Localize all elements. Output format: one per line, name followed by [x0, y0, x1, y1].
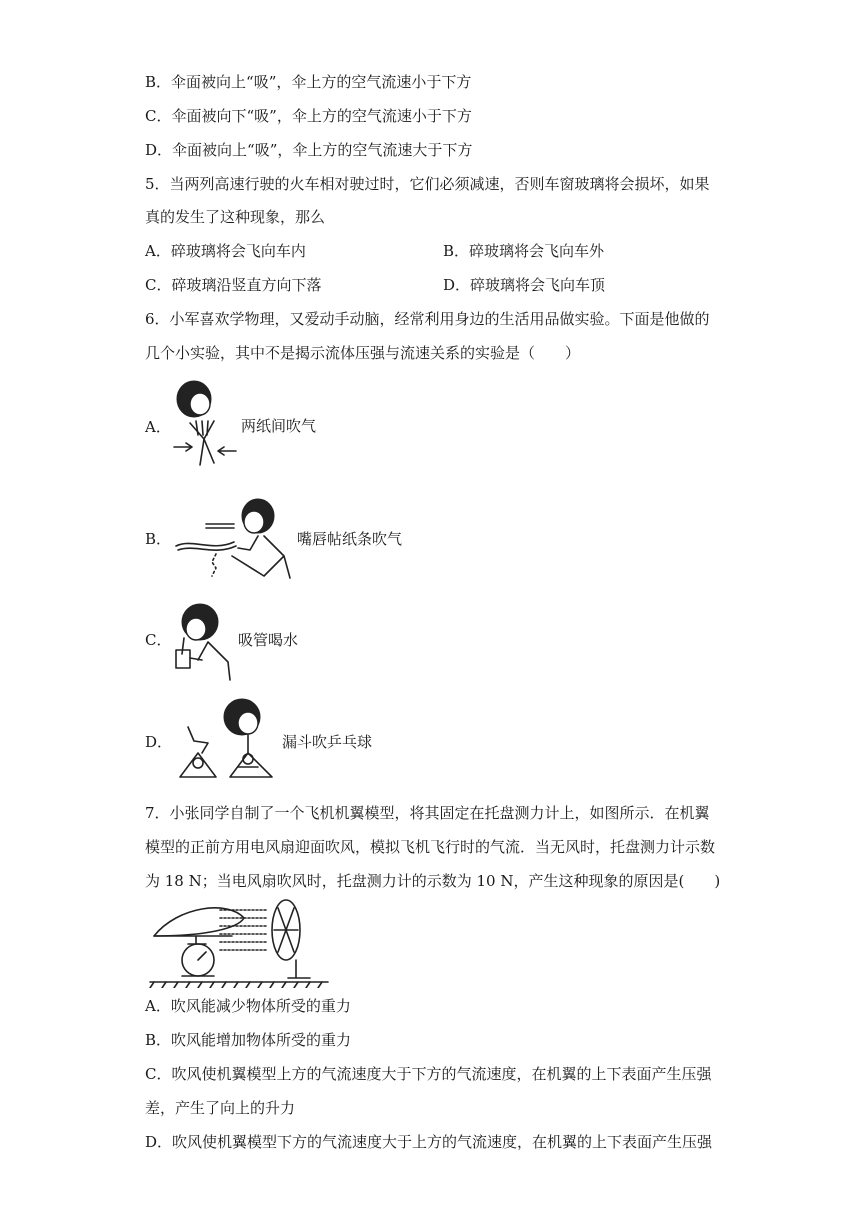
q6-option-d-letter: D． [145, 733, 173, 751]
q6-option-c-caption: 吸管喝水 [238, 631, 299, 649]
q7-option-d-line1: D．吹风使机翼模型下方的气流速度大于上方的气流速度，在机翼的上下表面产生压强 [145, 1133, 713, 1151]
q6-option-b-caption: 嘴唇帖纸条吹气 [297, 530, 403, 548]
q7-stem-line2: 模型的正前方用电风扇迎面吹风，模拟飞机飞行时的气流．当无风时，托盘测力计示数 [145, 838, 716, 856]
q6-figure-d [168, 697, 280, 783]
q5-option-c: C．碎玻璃沿竖直方向下落 [145, 276, 322, 294]
q7-option-c-line2: 差，产生了向上的升力 [145, 1099, 296, 1117]
q5-option-b: B．碎玻璃将会飞向车外 [443, 242, 605, 260]
q6-stem-line2: 几个小实验，其中不是揭示流体压强与流速关系的实验是（ ） [145, 344, 581, 362]
q6-option-a-caption: 两纸间吹气 [241, 417, 317, 435]
q4-option-c: C．伞面被向下“吸”，伞上方的空气流速小于下方 [145, 107, 472, 125]
q4-option-b: B．伞面被向上“吸”，伞上方的空气流速小于下方 [145, 73, 472, 91]
q4-option-d: D．伞面被向上“吸”，伞上方的空气流速大于下方 [145, 141, 473, 159]
q5-option-a: A．碎玻璃将会飞向车内 [145, 242, 306, 260]
q7-option-c-line1: C．吹风使机翼模型上方的气流速度大于下方的气流速度，在机翼的上下表面产生压强 [145, 1065, 712, 1083]
q6-figure-c [168, 600, 236, 682]
q6-stem-line1: 6．小军喜欢学物理，又爱动手动脑，经常利用身边的生活用品做实验。下面是他做的 [145, 310, 710, 328]
q7-stem-line1: 7．小张同学自制了一个飞机机翼模型，将其固定在托盘测力计上，如图所示．在机翼 [145, 804, 710, 822]
q5-option-d: D．碎玻璃将会飞向车顶 [443, 276, 606, 294]
q6-option-c-letter: C． [145, 631, 172, 649]
q6-figure-b [172, 496, 296, 582]
q5-stem-line1: 5．当两列高速行驶的火车相对驶过时，它们必须减速，否则车窗玻璃将会损坏，如果 [145, 175, 710, 193]
q6-option-a-letter: A． [145, 418, 171, 436]
q6-option-b-letter: B． [145, 530, 172, 548]
q7-wing-scale-fan-figure [148, 896, 330, 988]
q6-option-d-caption: 漏斗吹乒乓球 [282, 733, 373, 751]
q7-stem-line3: 为 18 N；当电风扇吹风时，托盘测力计的示数为 10 N，产生这种现象的原因是( ) [145, 872, 721, 890]
q6-figure-a [170, 377, 242, 469]
q7-option-b: B．吹风能增加物体所受的重力 [145, 1031, 352, 1049]
q7-option-a: A．吹风能减少物体所受的重力 [145, 997, 351, 1015]
q5-stem-line2: 真的发生了这种现象，那么 [145, 208, 326, 226]
